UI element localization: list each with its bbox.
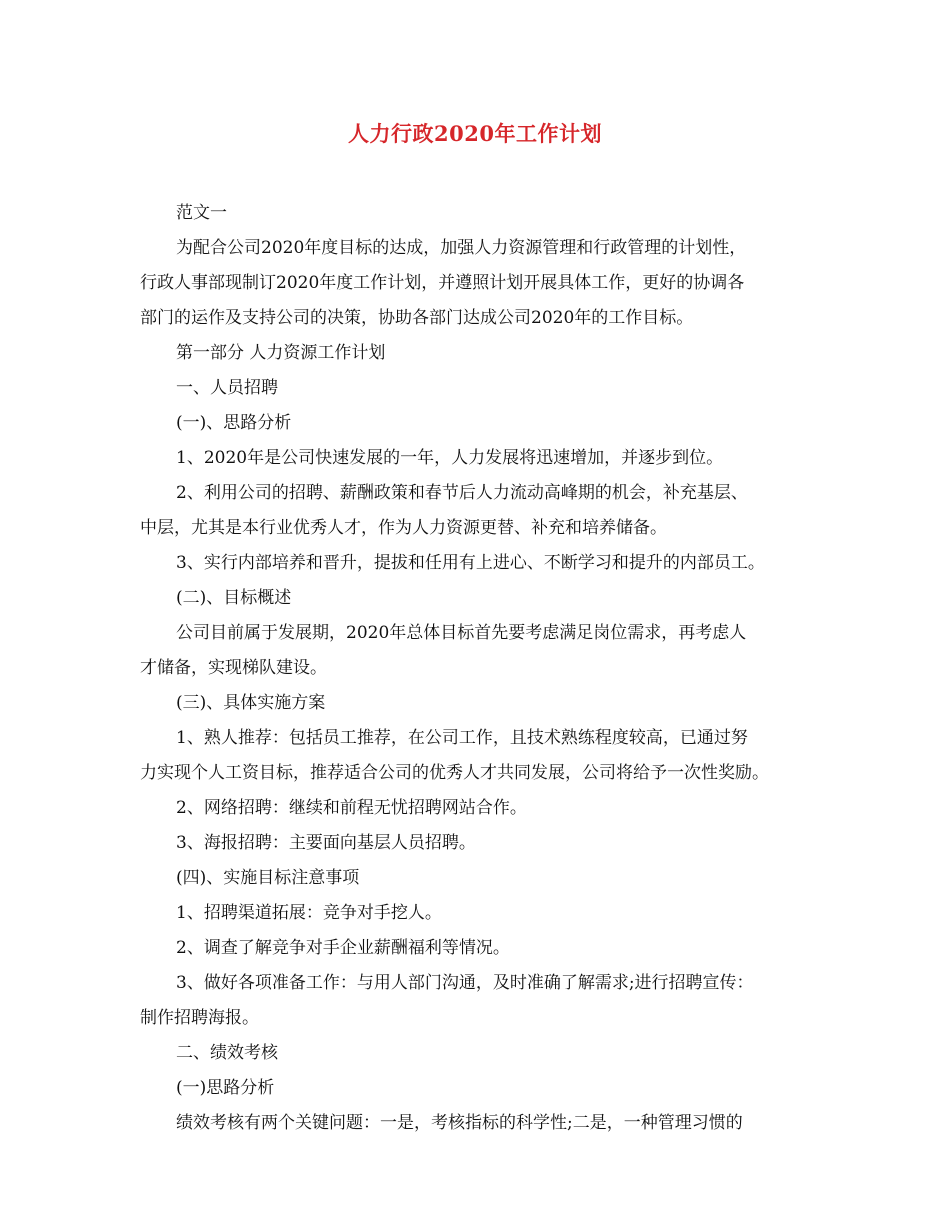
text-line: 绩效考核有两个关键问题：一是，考核指标的科学性;二是，一种管理习惯的 [176, 1113, 743, 1133]
text-line: 制作招聘海报。 [140, 1008, 259, 1028]
document-body [140, 196, 830, 1141]
text-line: 3、海报招聘：主要面向基层人员招聘。 [176, 833, 476, 853]
text-line: 行政人事部现制订2020年度工作计划，并遵照计划开展具体工作，更好的协调各 [140, 273, 745, 293]
text-line: 3、实行内部培养和晋升，提拔和任用有上进心、不断学习和提升的内部员工。 [176, 553, 765, 573]
text-line: (一)思路分析 [176, 1078, 275, 1098]
text-line: 2、调查了解竞争对手企业薪酬福利等情况。 [176, 938, 510, 958]
text-line: (二)、目标概述 [176, 588, 292, 608]
text-line: (一)、思路分析 [176, 413, 292, 433]
document-title: 人力行政2020年工作计划 [348, 121, 602, 146]
text-line: 为配合公司2020年度目标的达成，加强人力资源管理和行政管理的计划性， [176, 238, 747, 258]
text-line: 1、招聘渠道拓展：竞争对手挖人。 [176, 903, 442, 923]
text-line: 3、做好各项准备工作：与用人部门沟通，及时准确了解需求;进行招聘宣传： [176, 973, 754, 993]
text-line: 2、利用公司的招聘、薪酬政策和春节后人力流动高峰期的机会，补充基层、 [176, 483, 748, 503]
text-line: 范文一 [176, 203, 227, 223]
text-line: 1、2020年是公司快速发展的一年，人力发展将迅速增加，并逐步到位。 [176, 448, 724, 468]
text-line: 部门的运作及支持公司的决策，协助各部门达成公司2020年的工作目标。 [140, 308, 694, 328]
text-line: 2、网络招聘：继续和前程无忧招聘网站合作。 [176, 798, 527, 818]
text-line: 二、绩效考核 [176, 1043, 278, 1063]
text-line: 力实现个人工资目标，推荐适合公司的优秀人才共同发展，公司将给予一次性奖励。 [140, 763, 769, 783]
text-line: 公司目前属于发展期，2020年总体目标首先要考虑满足岗位需求，再考虑人 [176, 623, 747, 643]
text-line: 才储备，实现梯队建设。 [140, 658, 327, 678]
text-line: 中层，尤其是本行业优秀人才，作为人力资源更替、补充和培养储备。 [140, 518, 667, 538]
text-line: (三)、具体实施方案 [176, 693, 326, 713]
text-line: 一、人员招聘 [176, 378, 278, 398]
text-line: (四)、实施目标注意事项 [176, 868, 360, 888]
text-line: 第一部分 人力资源工作计划 [176, 343, 386, 363]
text-line: 1、熟人推荐：包括员工推荐，在公司工作，且技术熟练程度较高，已通过努 [176, 728, 748, 748]
